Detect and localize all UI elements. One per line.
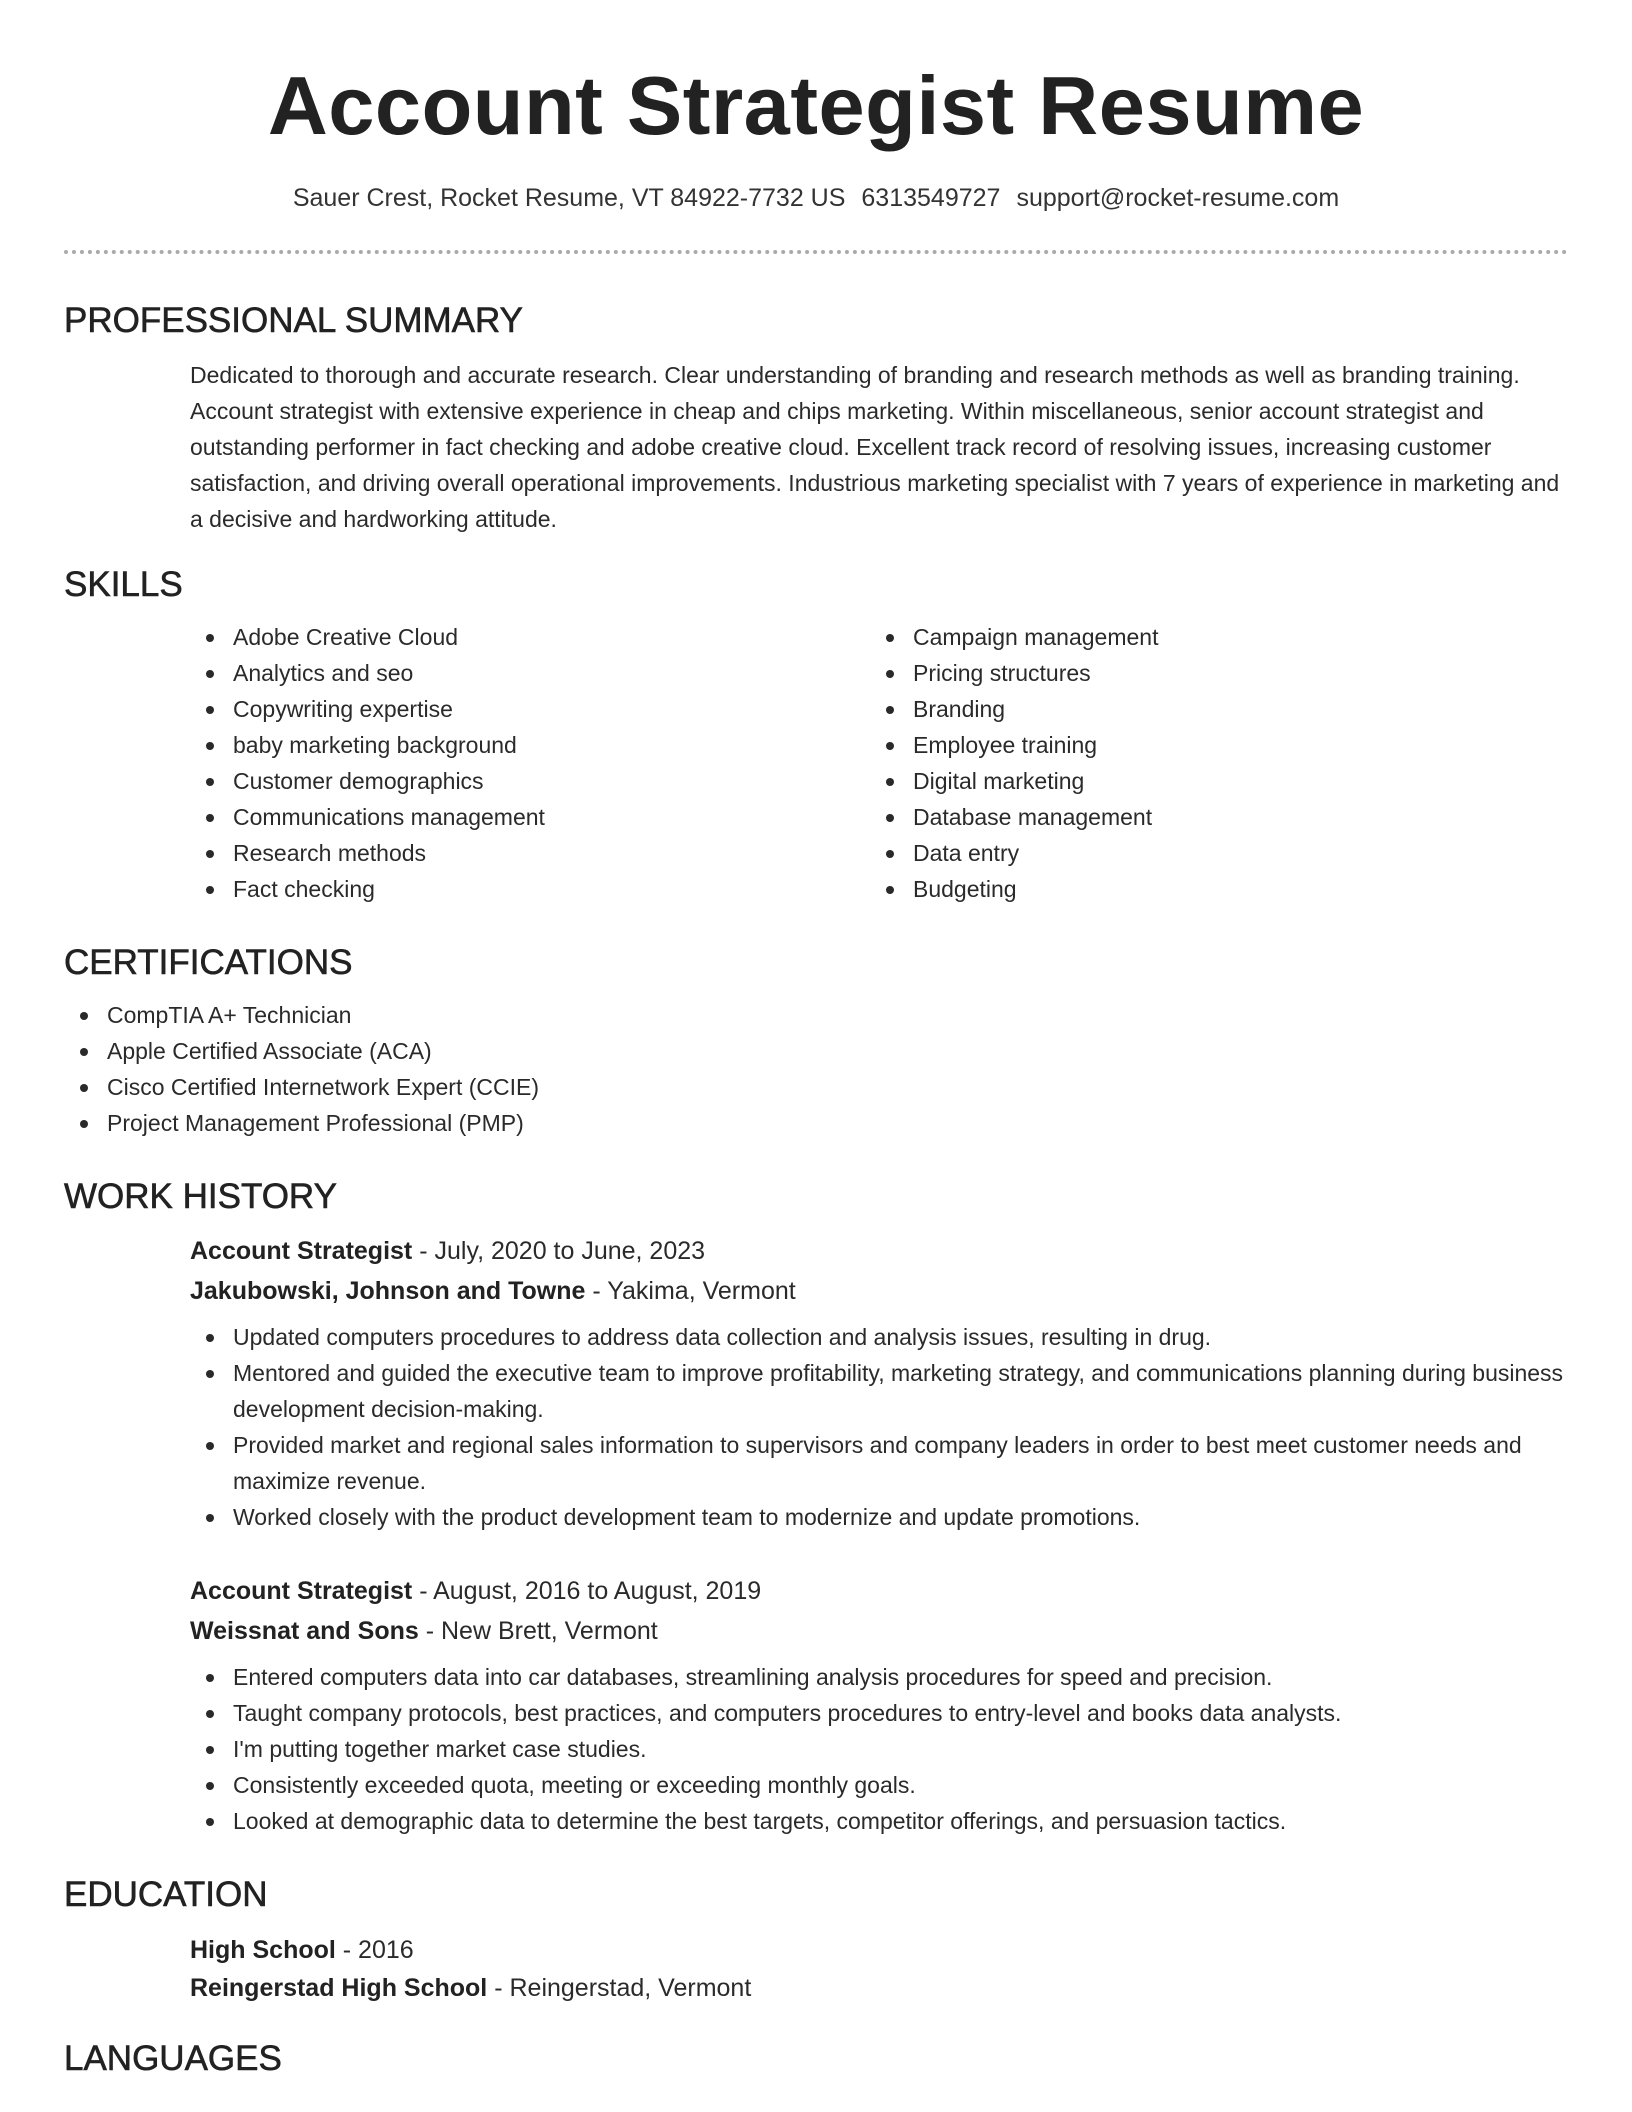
list-item: Data entry [870,835,1550,871]
list-item: Pricing structures [870,655,1550,691]
list-item: CompTIA A+ Technician [64,997,1568,1033]
education-section [64,1869,1568,2007]
job-entry [190,1231,1568,1535]
job-dates: - August, 2016 to August, 2019 [412,1577,762,1605]
job-location: - New Brett, Vermont [418,1617,658,1645]
list-item: Entered computers data into car databases, streamlining analysis procedures for speed and precision. [190,1659,1568,1695]
list-item: Taught company protocols, best practices, and computers procedures to entry-level and books data analysts. [190,1695,1568,1731]
skills-list-left [190,619,870,907]
list-item: Analytics and seo [190,655,870,691]
list-item: Copywriting expertise [190,691,870,727]
skills-heading: SKILLS [64,565,183,604]
summary-text: Dedicated to thorough and accurate research. Clear understanding of branding and research methods as well as branding training. Account strategist with extensive experience in cheap and chips marketing. Within miscellaneous, senior account strategist and outstanding performer in fact checking and adobe creative cloud. Excellent track record of resolving issues, increasing customer satisfaction, and driving overall operational improvements. Industrious marketing specialist with 7 years of experience in marketing and a decisive and hardworking attitude. [190,362,1560,532]
list-item: Budgeting [870,871,1550,907]
list-item: Employee training [870,727,1550,763]
list-item: Digital marketing [870,763,1550,799]
summary-section [64,295,1568,537]
list-item: Customer demographics [190,763,870,799]
certifications-section [64,937,1568,1141]
job-company-line [190,1271,1568,1311]
languages-heading: LANGUAGES [64,2039,282,2078]
resume-title: Account Strategist Resume [267,59,1365,152]
list-item: Provided market and regional sales information to supervisors and company leaders in order to best meet customer needs and maximize revenue. [190,1427,1568,1499]
job-title: Account Strategist [190,1577,413,1605]
contact-line [0,183,1632,213]
list-item: Communications management [190,799,870,835]
list-item: Consistently exceeded quota, meeting or exceeding monthly goals. [190,1767,1568,1803]
job-company: Jakubowski, Johnson and Towne [190,1277,586,1305]
list-item: Campaign management [870,619,1550,655]
list-item: Updated computers procedures to address data collection and analysis issues, resulting in drug. [190,1319,1568,1355]
job-duties-list [64,1319,1568,1535]
contact-address: Sauer Crest, Rocket Resume, VT 84922-7732 US [292,184,846,212]
resume-body [64,295,1568,2085]
list-item: I'm putting together market case studies. [190,1731,1568,1767]
list-item: Worked closely with the product development team to modernize and update promotions. [190,1499,1568,1535]
list-item: Apple Certified Associate (ACA) [64,1033,1568,1069]
education-school: Reingerstad High School [190,1974,488,2002]
list-item: Cisco Certified Internetwork Expert (CCIE) [64,1069,1568,1105]
work-history-section [64,1171,1568,1839]
header-divider [64,250,1568,254]
list-item: Branding [870,691,1550,727]
list-item: Database management [870,799,1550,835]
job-dates: - July, 2020 to June, 2023 [412,1237,706,1265]
summary-heading: PROFESSIONAL SUMMARY [64,301,523,340]
skills-grid [190,611,1568,907]
job-location: - Yakima, Vermont [585,1277,796,1305]
list-item: Mentored and guided the executive team to improve profitability, marketing strategy, and communications planning during business development decision-making. [190,1355,1568,1427]
job-company-line [190,1611,1568,1651]
list-item: Looked at demographic data to determine the best targets, competitor offerings, and persuasion tactics. [190,1803,1568,1839]
skills-section [64,559,1568,907]
certifications-list [64,997,1568,1141]
education-location: - Reingerstad, Vermont [487,1974,752,2002]
contact-phone: 6313549727 [861,184,1001,212]
education-entry [190,1931,1568,2007]
resume-header [0,0,1632,156]
list-item: Fact checking [190,871,870,907]
education-school-line [190,1969,1568,2007]
list-item: Research methods [190,835,870,871]
skills-list-right [870,619,1550,907]
job-title-line [190,1231,1568,1271]
list-item: Adobe Creative Cloud [190,619,870,655]
job-duties-list [64,1659,1568,1839]
list-item: baby marketing background [190,727,870,763]
education-year: - 2016 [335,1936,414,1964]
certifications-heading: CERTIFICATIONS [64,943,353,982]
work-history-heading: WORK HISTORY [64,1177,337,1216]
languages-section [64,2033,1568,2085]
list-item: Project Management Professional (PMP) [64,1105,1568,1141]
contact-email: support@rocket-resume.com [1016,184,1340,212]
education-degree-line [190,1931,1568,1969]
education-heading: EDUCATION [64,1875,268,1914]
job-title-line [190,1571,1568,1611]
job-company: Weissnat and Sons [190,1617,419,1645]
job-entry [190,1571,1568,1839]
education-degree: High School [190,1936,336,1964]
job-title: Account Strategist [190,1237,413,1265]
